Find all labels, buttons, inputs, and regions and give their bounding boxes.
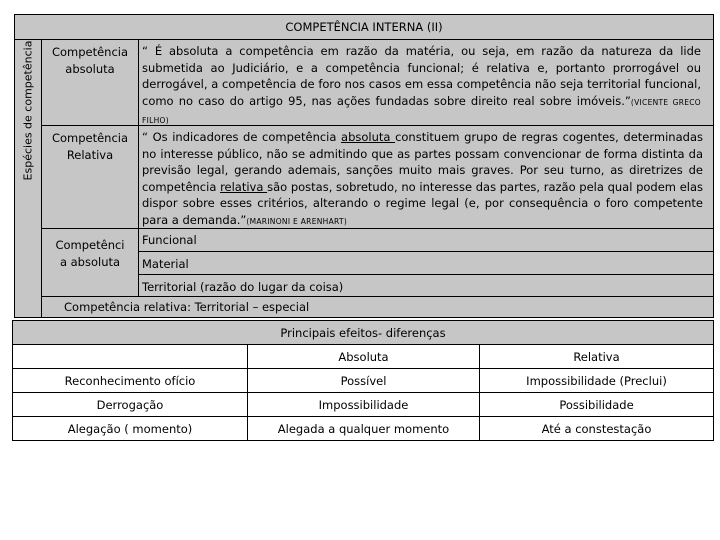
row-relativa-label-1: Competência: [51, 131, 129, 145]
row-relativa-text-cell: [138, 125, 714, 229]
relative-row: [41, 296, 714, 318]
top-table: [14, 14, 714, 317]
row1-relativa-text: Impossibilidade (Preclui): [526, 374, 667, 388]
row-absoluta-quote: “ É absoluta a competência em razão da matéria, ou seja, em razão da natureza da lide submetida ao Judiciário, e a competência funcional; é relativa e, portanto prorrogável ou derrogável, a competência de foro nos casos em essa competência não seja territorial funcional, como no caso do artigo 95, nas ações fundadas sobre direito real sobre imóveis.”: [142, 44, 701, 108]
header-empty: [12, 344, 248, 369]
row-relativa-text: [142, 129, 703, 230]
row-relativa-part-3: são postas, sobretudo, no interesse das partes, razão pela qual podem elas dispor sobre esses critérios, alterando o regime legal (e, por consequência o foro competente para a demanda.”: [142, 179, 703, 227]
row2-label-text: Derrogação: [96, 398, 164, 412]
bottom-title: [12, 320, 714, 345]
relative-row-text: Competência relativa: Territorial – especial: [64, 300, 310, 314]
row1-relativa: [479, 368, 714, 393]
row2-absoluta: [247, 392, 480, 417]
row-absoluta-label-2: absoluta: [65, 61, 115, 76]
bottom-table: [12, 320, 714, 440]
row-relativa-underline-absoluta: absoluta: [341, 130, 396, 144]
item-funcional: [138, 228, 714, 252]
row2-relativa-text: Possibilidade: [559, 398, 634, 412]
header-relativa: [479, 344, 714, 369]
row2-absoluta-text: Impossibilidade: [318, 398, 409, 412]
row-relativa-label-2: Relativa: [66, 147, 114, 162]
header-absoluta: [247, 344, 480, 369]
row3-label-text: Alegação ( momento): [67, 422, 193, 436]
row-absoluta2-label-1: Competênci: [55, 238, 125, 252]
row1-absoluta: [247, 368, 480, 393]
row-relativa-citation: (MARINONI E ARENHART): [246, 216, 348, 226]
item-material-text: Material: [142, 257, 189, 271]
row-relativa-part-1: “ Os indicadores de competência: [142, 130, 342, 144]
row-absoluta2-label-cell: [41, 228, 139, 297]
header-relativa-text: Relativa: [573, 350, 620, 364]
row3-relativa-text: Até a constestação: [541, 422, 652, 436]
row-absoluta-text-cell: [138, 39, 714, 126]
side-label-column: [14, 39, 42, 318]
item-material: [138, 251, 714, 275]
row-absoluta-label-1: Competência: [51, 45, 129, 59]
row-relativa-part-2: constituem grupo de regras cogentes, determinadas no interesse público, não se admitindo que as partes possam convencionar de forma distinta da previsão legal, gerando ademais, sanções muito mais graves. Por seu turno, as diretrizes de competência: [142, 130, 703, 194]
top-title-text: COMPETÊNCIA INTERNA (II): [285, 20, 443, 34]
top-title: [14, 14, 714, 40]
row3-absoluta-text: Alegada a qualquer momento: [277, 422, 450, 436]
row2-label: [12, 392, 248, 417]
row-absoluta-citation: (VICENTE GRECO FILHO): [142, 97, 701, 125]
row-absoluta2-label-2: a absoluta: [59, 254, 121, 269]
row-relativa-label-cell: [41, 125, 139, 229]
header-absoluta-text: Absoluta: [338, 350, 389, 364]
row3-label: [12, 416, 248, 441]
row-relativa-underline-relativa: relativa: [220, 179, 268, 194]
row2-relativa: [479, 392, 714, 417]
row3-absoluta: [247, 416, 480, 441]
bottom-title-text: Principais efeitos- diferenças: [280, 326, 446, 340]
side-label: Espécies de competência: [21, 40, 35, 181]
row1-label-text: Reconhecimento ofício: [64, 374, 196, 388]
row1-absoluta-text: Possível: [340, 374, 387, 388]
row1-label: [12, 368, 248, 393]
item-territorial-text: Territorial (razão do lugar da coisa): [142, 280, 344, 294]
item-territorial: [138, 274, 714, 297]
row-absoluta-label-cell: [41, 39, 139, 126]
row-absoluta-text: [142, 43, 701, 130]
item-funcional-text: Funcional: [142, 233, 197, 247]
row3-relativa: [479, 416, 714, 441]
